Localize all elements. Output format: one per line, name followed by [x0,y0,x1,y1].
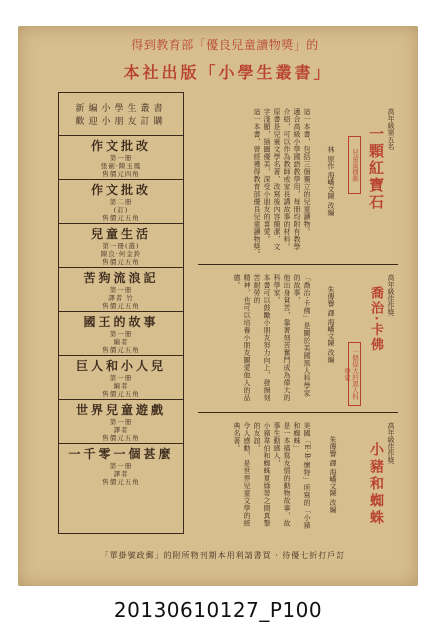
book-entry: 作文批改 第二冊 (訂) 售價元五角 [59,180,183,224]
award-header: 得到教育部「優良兒童讀物獎」的 [131,38,319,52]
genre-tag: 一個偉大的黑人科學家 [348,342,361,406]
series-header: 本社出版「小學生叢書」 [123,63,333,82]
section-divider [198,264,398,265]
magazine-page [18,26,418,586]
work-author: 林 原作 海嶠文陳 改編 [327,146,335,216]
section-divider [198,412,398,413]
archive-caption: 20130610127_P100 [113,598,323,622]
book-entry: 一千零一個甚麼 第一冊 譯者 售價元五角 [68,447,174,486]
work-author: 朱傳譽 譯 海嶠文陳 改編 [329,436,337,513]
grade-label: 高年級佳作獎 [387,274,395,316]
footer-notice: 「單掛號政郵」的附所物刊期本用利請書買 · 待優七折打戶訂 [100,551,346,560]
book-entry: 巨人和小人兒 第一冊 編者 售價元五角 [59,356,183,400]
book-entry: 作文批改 第一冊 張劍·陳玉鳳 售價元四角 [59,136,183,180]
work-title: 小豬和蜘蛛 [368,442,384,527]
work-title: 喬治·卡佛 [368,286,383,353]
book-list-box [58,92,184,534]
book-entry: 苦狗流浪記 第一冊 譯者 竹 售價元五角 [59,268,183,312]
grade-label: 高年級佳作獎 [387,422,395,464]
desc-text: 美國「E·B·懷特」所寫的「小豬和蜘蛛」 是一本描寫友情的動物故事，故事生動感人， 小豬韋伯和蜘蛛夏綠蒂之間真摯的友誼， 令人感動，是世界兒童文學的經典名著。 [233,422,311,529]
desc-text: 「喬治·卡佛」是關於美國黑人科學家的故事， 他出身貧苦，靠著刻苦奮鬥成為偉大的科學家。 本書可以鼓勵小朋友努力向上，發揚刻苦耐勞的 精神，也可以培養小朋友關愛他人的品德。 [233,274,311,402]
book-list-title: 新編小學生叢書 歡迎小朋友訂購 [59,93,183,136]
work-title: 一顆紅寶石 [367,126,385,211]
genre-tag: 兒童廣播劇 [348,136,361,194]
book-entry: 世界兒童遊戲 第一冊 譯者 售價元五角 [59,400,183,444]
intro-text: 這一本書，包括三個獨立的兒童讀物。 適合高級小學國語教學用，每冊均附有教學 介紹，可以作為教師或家長講故事的材料。 原書是兒童文學名著，改寫後內容簡潔，文 字淺顯，插圖優美，深受小朋友的喜愛。 這一本書，曾經獲得教育部優良兒童讀物獎。 [253,108,311,258]
book-entry: 兒童生活 第一冊(選) 陳良·何金鈴 售價元五角 [59,224,183,268]
book-entry: 國王的故事 第一冊 編者 售價元五角 [59,312,183,356]
grade-label: 高年級第五名 [387,108,395,150]
work-author: 朱傳譽 譯 海嶠文陳 改編 [327,286,335,363]
